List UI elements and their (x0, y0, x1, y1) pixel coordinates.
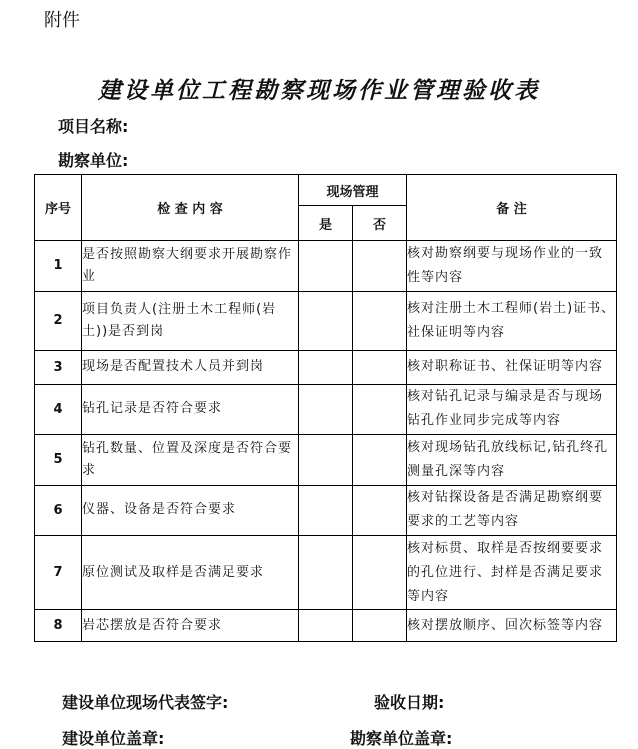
table-row (35, 291, 617, 350)
row-note: 核对钻孔记录与编录是否与现场钻孔作业同步完成等内容 (407, 385, 617, 435)
row-seq: 5 (35, 434, 82, 485)
table-row (35, 536, 617, 610)
row-item: 钻孔记录是否符合要求 (82, 385, 299, 435)
row-no-cell[interactable] (353, 350, 407, 385)
row-item: 现场是否配置技术人员并到岗 (82, 350, 299, 385)
row-yes-cell[interactable] (299, 536, 353, 610)
table-row (35, 350, 617, 385)
table-row (35, 610, 617, 642)
header-seq: 序号 (35, 175, 82, 241)
rep-sign-label: 建设单位现场代表签字: (62, 693, 229, 712)
row-yes-cell[interactable] (299, 485, 353, 536)
row-note: 核对钻探设备是否满足勘察纲要要求的工艺等内容 (407, 485, 617, 536)
table-row (35, 485, 617, 536)
row-seq: 2 (35, 291, 82, 350)
row-item: 项目负责人(注册土木工程师(岩土))是否到岗 (82, 291, 299, 350)
row-seq: 1 (35, 240, 82, 291)
row-yes-cell[interactable] (299, 350, 353, 385)
attachment-label: 附件 (44, 10, 80, 31)
table-row (35, 385, 617, 435)
header-yes: 是 (299, 206, 353, 241)
row-seq: 7 (35, 536, 82, 610)
row-seq: 6 (35, 485, 82, 536)
acceptance-table (34, 174, 617, 642)
row-item: 岩芯摆放是否符合要求 (82, 610, 299, 642)
row-no-cell[interactable] (353, 485, 407, 536)
header-content: 检 查 内 容 (82, 175, 299, 241)
row-item: 原位测试及取样是否满足要求 (82, 536, 299, 610)
table-row (35, 240, 617, 291)
accept-date-label: 验收日期: (374, 693, 445, 712)
row-no-cell[interactable] (353, 240, 407, 291)
row-no-cell[interactable] (353, 291, 407, 350)
survey-seal-label: 勘察单位盖章: (350, 729, 453, 748)
row-yes-cell[interactable] (299, 240, 353, 291)
row-no-cell[interactable] (353, 385, 407, 435)
project-name-label: 项目名称: (58, 117, 129, 136)
row-note: 核对注册土木工程师(岩土)证书、社保证明等内容 (407, 291, 617, 350)
row-note: 核对标贯、取样是否按纲要要求的孔位进行、封样是否满足要求等内容 (407, 536, 617, 610)
row-yes-cell[interactable] (299, 291, 353, 350)
header-no: 否 (353, 206, 407, 241)
row-note: 核对职称证书、社保证明等内容 (407, 350, 617, 385)
row-item: 仪器、设备是否符合要求 (82, 485, 299, 536)
owner-seal-label: 建设单位盖章: (62, 729, 165, 748)
row-seq: 8 (35, 610, 82, 642)
row-no-cell[interactable] (353, 536, 407, 610)
row-item: 钻孔数量、位置及深度是否符合要求 (82, 434, 299, 485)
row-yes-cell[interactable] (299, 385, 353, 435)
survey-unit-label: 勘察单位: (58, 151, 129, 170)
row-note: 核对现场钻孔放线标记,钻孔终孔测量孔深等内容 (407, 434, 617, 485)
row-note: 核对摆放顺序、回次标签等内容 (407, 610, 617, 642)
row-note: 核对勘察纲要与现场作业的一致性等内容 (407, 240, 617, 291)
row-yes-cell[interactable] (299, 434, 353, 485)
table-row (35, 434, 617, 485)
row-yes-cell[interactable] (299, 610, 353, 642)
row-item: 是否按照勘察大纲要求开展勘察作业 (82, 240, 299, 291)
header-note: 备 注 (407, 175, 617, 241)
row-seq: 3 (35, 350, 82, 385)
header-mgmt: 现场管理 (299, 175, 407, 206)
row-seq: 4 (35, 385, 82, 435)
row-no-cell[interactable] (353, 610, 407, 642)
document-title: 建设单位工程勘察现场作业管理验收表 (98, 77, 540, 104)
row-no-cell[interactable] (353, 434, 407, 485)
